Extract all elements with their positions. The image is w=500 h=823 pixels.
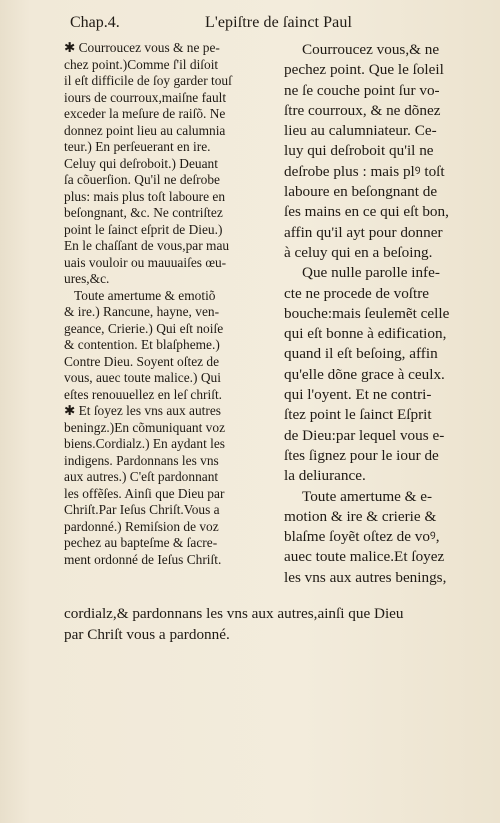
commentary-line: vous, auec toute malice.) Qui [64,370,221,385]
scripture-line: quand il eſt beſoing, affin [284,345,438,363]
full-width-line: cordialz,& pardonnans les vns aux autres,ainſi que Dieu [64,605,404,622]
commentary-line: aux autres.) C'eſt pardonnant [64,469,219,484]
scripture-line: à celuy qui en a beſoing. [284,243,433,261]
commentary-line: les offẽſes. Ainſi que Dieu par [64,485,225,501]
scripture-line: deſrobe plus : mais plꝰ toſt [284,162,445,180]
commentary-line: beningz.)En cõmuniquant voz [64,419,226,435]
scripture-line: Que nulle parolle infe- [302,264,440,282]
commentary-line: geance, Crierie.) Qui eſt noiſe [64,320,224,336]
commentary-line: ures,&c. [64,271,110,286]
commentary-line: il eſt difficile de ſoy garder touſ [64,73,232,88]
commentary-line: biens.Cordialz.) En aydant les [64,436,226,451]
commentary-line: & contention. Et blaſpheme.) [64,337,220,352]
commentary-line: point le ſainct eſprit de Dieu.) [64,221,223,237]
commentary-line: pardonné.) Remiſsion de voz [64,518,219,534]
scripture-line: qui eſt bonne à edification, [284,325,447,343]
scripture-line: auec toute malice.Et ſoyez [284,548,445,566]
scripture-line: lieu au calumniateur. Ce- [284,122,437,140]
scripture-line: de Dieu:par lequel vous e- [284,426,445,444]
scripture-line: ſes mains en ce qui eſt bon, [284,203,449,221]
commentary-line: chez point.)Comme ſ'il diſoit [64,56,219,72]
scripture-line: luy qui deſroboit qu'il ne [284,142,434,160]
commentary-line: indigens. Pardonnans les vns [64,452,219,468]
scripture-line: qui l'oyent. Et ne contri- [284,386,432,404]
scripture-line: Courroucez vous,& ne [302,41,440,58]
commentary-line: donnez point lieu au calumnia [64,122,226,138]
commentary-line: Contre Dieu. Soyent oſtez de [64,353,220,369]
commentary-line: plus: mais plus toſt laboure en [64,188,226,204]
commentary-line: ment ordonné de Ieſus Chriſt. [64,551,222,567]
commentary-line: iours de courroux,maiſne fault [64,89,227,105]
scripture-line: Toute amertume & e- [302,487,433,505]
commentary-line: ✱ Courroucez vous & ne pe- [64,40,220,55]
page-title: L'epiſtre de ſainct Paul [205,14,353,31]
scripture-line: ſtes ſignez pour le iour de [284,446,439,464]
chapter-label: Chap.4. [70,14,120,31]
scripture-line: pechez point. Que le ſoleil [284,61,444,79]
commentary-line: & ire.) Rancune, hayne, ven- [64,304,220,319]
commentary-line: Toute amertume & emotiõ [74,287,216,303]
full-width-text [64,604,484,645]
scripture-line: ſtre courroux, & ne dõnez [284,101,441,119]
scripture-line: laboure en beſongnant de [284,183,438,201]
scripture-line: blaſme ſoyẽt oſtez de voꝰ, [284,528,440,546]
commentary-line: En le chaſſant de vous,par mau [64,238,230,253]
scripture-line: ne ſe couche point ſur vo- [284,81,440,99]
commentary-line: ✱ Et ſoyez les vns aux autres [64,403,221,418]
commentary-line: beſongnant, &c. Ne contriſtez [64,205,223,220]
scripture-line: motion & ire & crierie & [284,507,437,525]
scripture-line: bouche:mais ſeulemẽt celle [284,304,450,322]
scripture-line: qu'elle dõne grace à ceulx. [284,365,445,383]
commentary-line: teur.) En perſeuerant en ire. [64,139,211,154]
commentary-line: uais vouloir ou mauuaiſes œu- [64,254,227,270]
scripture-line: la deliurance. [284,467,366,485]
commentary-column [64,40,276,568]
scripture-line: les vns aux autres benings, [284,568,447,586]
commentary-line: Chriſt.Par Ieſus Chriſt.Vous a [64,502,220,517]
commentary-line: Celuy qui deſroboit.) Deuant [64,155,218,171]
running-header [70,14,480,40]
commentary-line: ſa cõuerſion. Qu'il ne deſrobe [64,172,220,187]
scripture-line: ſtez point le ſainct Eſprit [284,406,432,424]
scripture-line: cte ne procede de voſtre [284,284,430,302]
commentary-line: pechez au bapteſme & ſacre- [64,535,218,550]
commentary-line: eſtes renouuellez en leſ chriſt. [64,386,223,402]
scripture-column [284,40,484,588]
commentary-line: exceder la meſure de raiſõ. Ne [64,106,226,121]
full-width-line: par Chriſt vous a pardonné. [64,625,230,643]
scripture-line: affin qu'il ayt pour donner [284,223,443,241]
